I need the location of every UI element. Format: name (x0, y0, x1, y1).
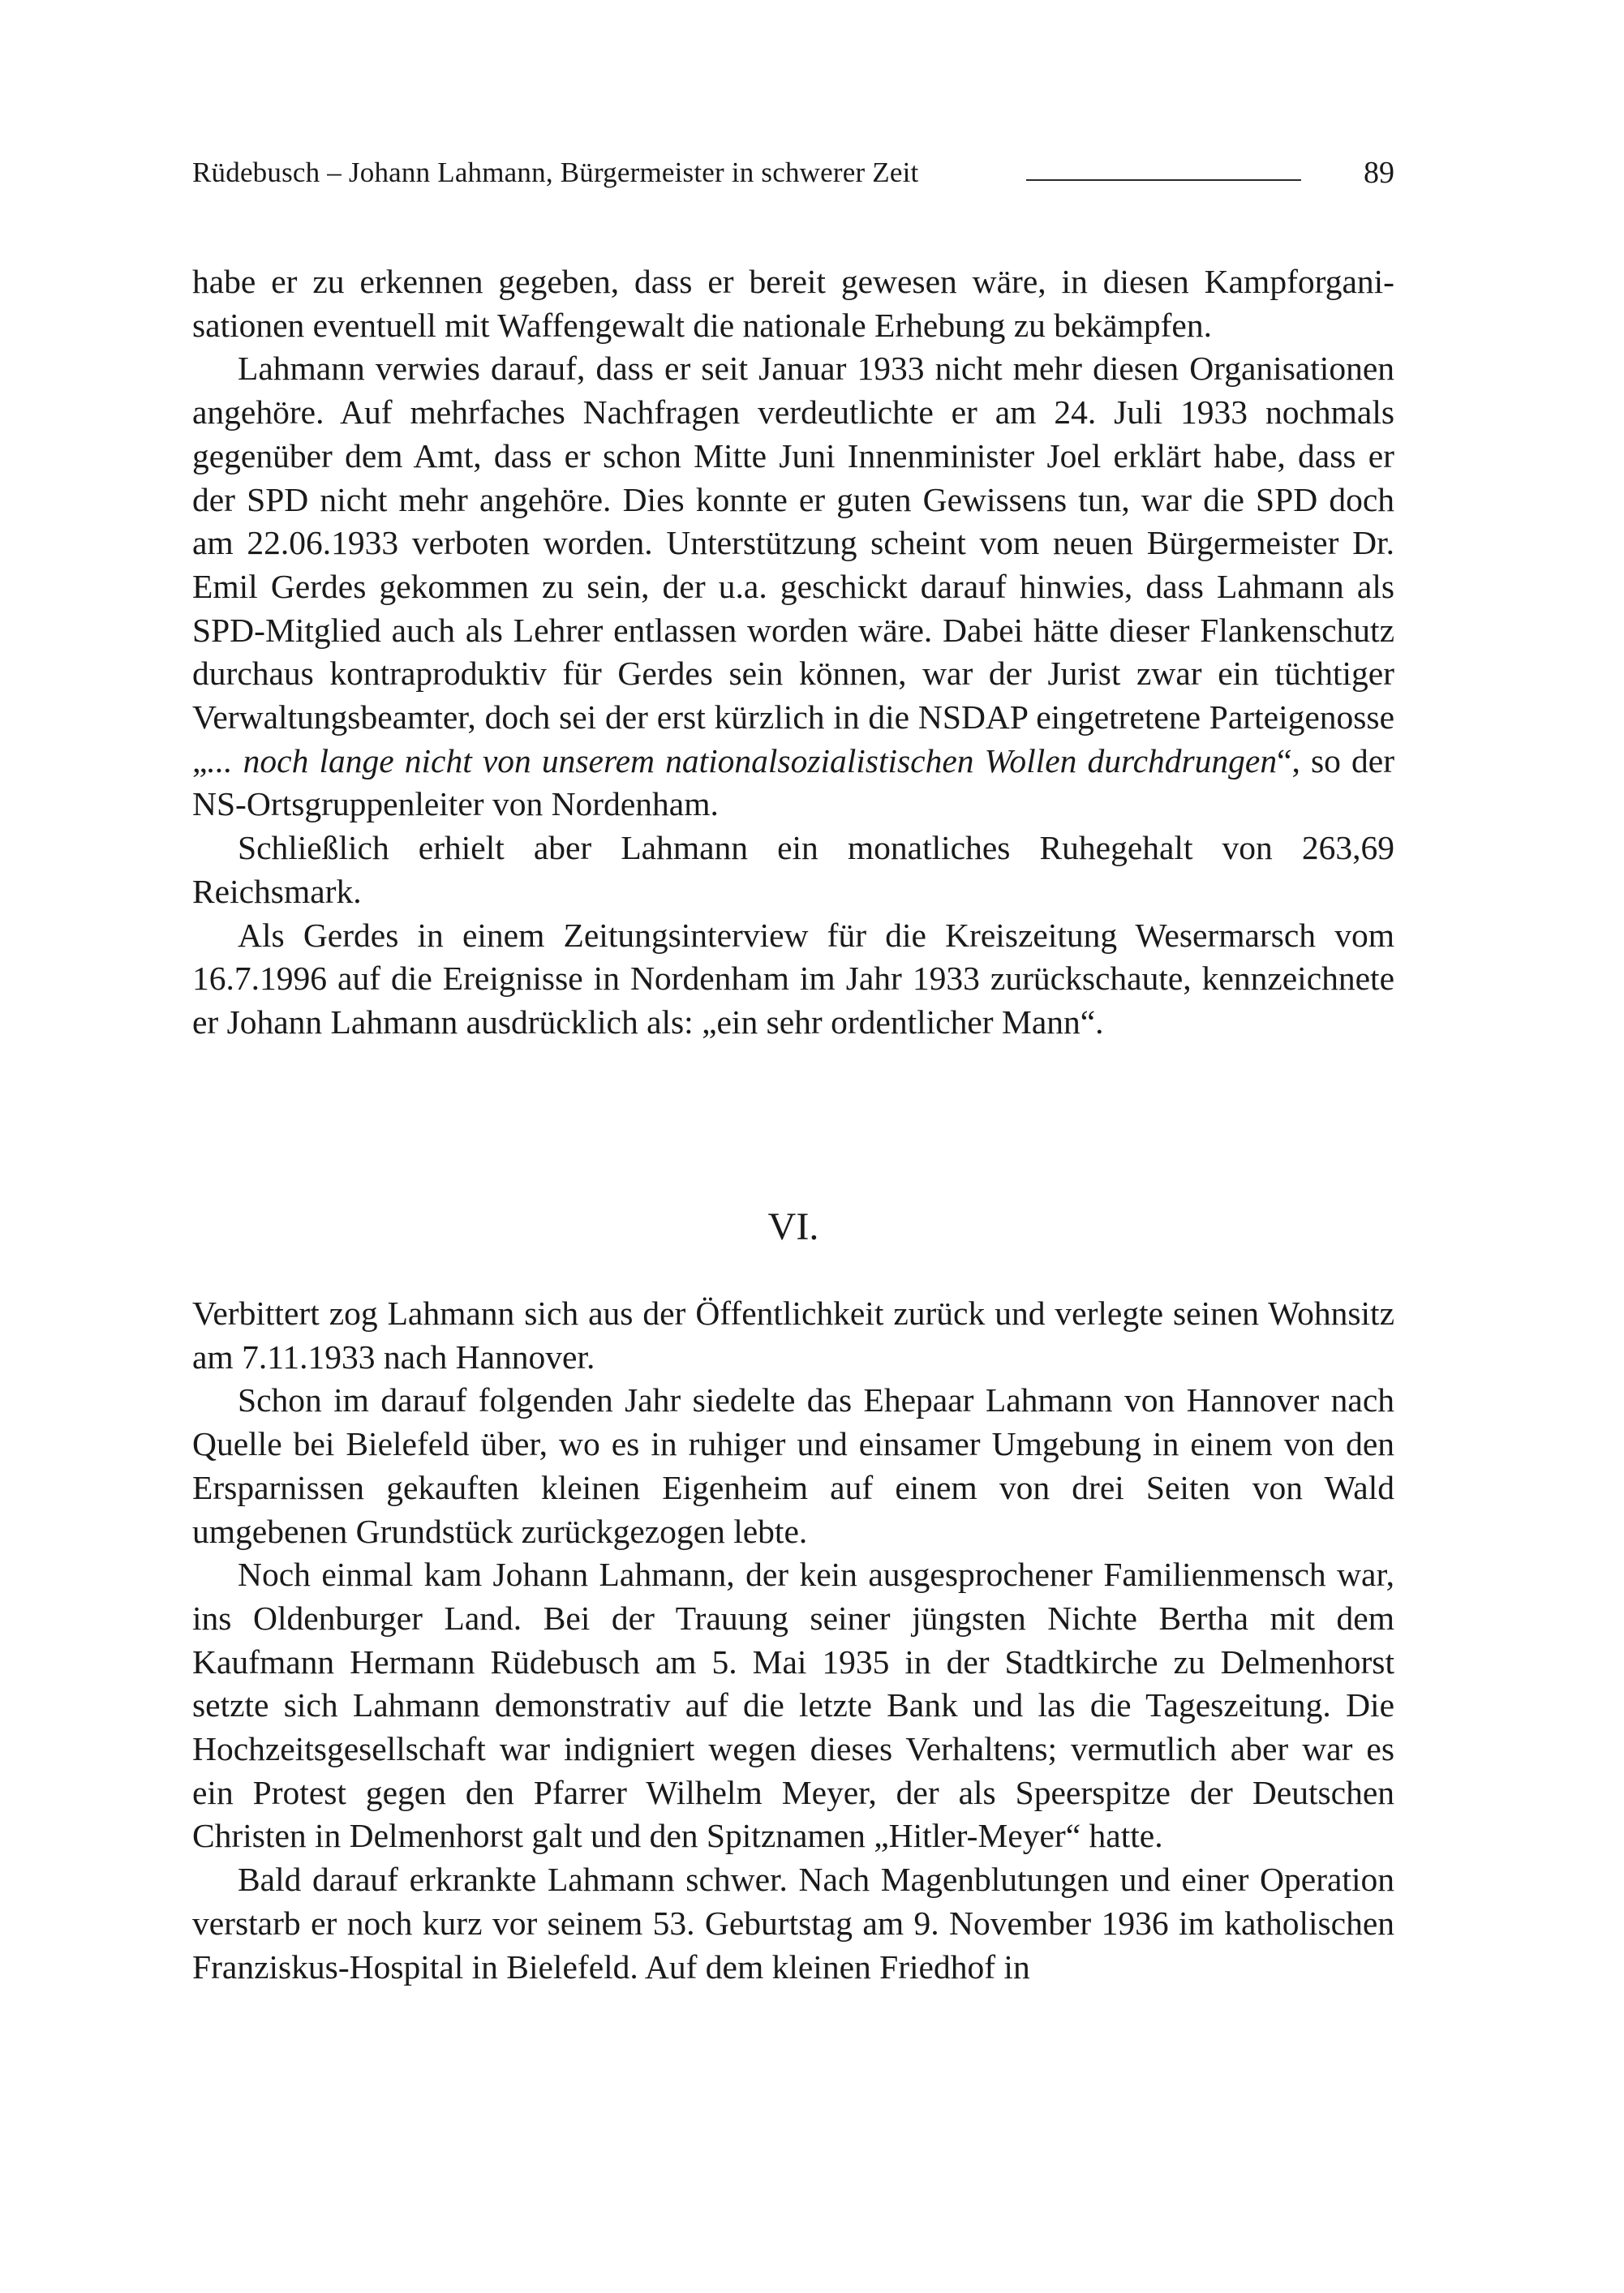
paragraph-gerdes-interview: Als Gerdes in einem Zeitungsinterview für die Kreiszeitung Wesermarsch vom 16.7.1996 auf die Ereignisse in Nordenham im Jahr 1933 zurückschaute, kennzeichnete er Johann Lahmann ausdrücklich als: „ein sehr ordentlicher Mann“. (192, 916, 1394, 1041)
running-title: Rüdebusch – Johann Lahmann, Bürgermeister in schwerer Zeit (192, 157, 919, 188)
paragraph-continued: habe er zu erkennen gegeben, dass er bereit gewesen wäre, in diesen Kampforganisationen eventuell mit Waffengewalt die nationale Erhebung zu bekämpfen. (192, 263, 1394, 344)
paragraph-trauung: Noch einmal kam Johann Lahmann, der kein ausgesprochener Familienmensch war, ins Oldenburger Land. Bei der Trauung seiner jüngsten Nichte Bertha mit dem Kaufmann Hermann Rüdebusch am 5. Mai 1935 in der Stadtkirche zu Delmenhorst setzte sich Lahmann demonstrativ auf die letzte Bank und las die Tageszeitung. Die Hochzeitsgesellschaft war indigniert wegen dieses Verhaltens; vermutlich aber war es ein Protest gegen den Pfarrer Wilhelm Meyer, der als Speerspitze der Deutschen Christen in Delmenhorst galt und den Spitznamen „Hitler-Meyer“ hatte. (192, 1556, 1394, 1855)
paragraph-quelle: Schon im darauf folgenden Jahr siedelte das Ehepaar Lahmann von Hannover nach Quelle bei Bielefeld über, wo es in ruhiger und einsamer Umgebung in einem von den Ersparnissen gekauften kleinen Eigenheim auf einem von drei Seiten von Wald umgebenen Grundstück zurückgezogen lebte. (192, 1381, 1394, 1550)
text-block-before-section (192, 260, 1394, 1045)
running-header (192, 152, 1394, 193)
text-block-section-vi (192, 1292, 1394, 1989)
page-number: 89 (1364, 156, 1394, 190)
paragraph-text-tail: “, so der NS-Ortsgruppenleiter von Nordenham. (192, 741, 1395, 823)
paragraph-erkrankung: Bald darauf erkrankte Lahmann schwer. Nach Magenblutungen und einer Operation verstarb er noch kurz vor seinem 53. Geburtstag am 9. November 1936 im katholischen Franziskus-Hospital in Bielefeld. Auf dem kleinen Friedhof in (192, 1861, 1394, 1986)
quotation-italic: ... noch lange nicht von unserem nationalsozialistischen Wollen durchdrungen (207, 741, 1278, 779)
paragraph-ruhegehalt: Schließlich erhielt aber Lahmann ein monatliches Ruhegehalt von 263,69 Reichsmark. (192, 829, 1394, 910)
section-heading: VI. (767, 1205, 819, 1248)
header-rule (1026, 179, 1301, 181)
paragraph-lahmann-verwies (192, 347, 1394, 827)
paragraph-verbittert: Verbittert zog Lahmann sich aus der Öffentlichkeit zurück und verlegte seinen Wohnsitz am 7.11.1933 nach Hannover. (192, 1295, 1394, 1376)
paragraph-text: Lahmann verwies darauf, dass er seit Januar 1933 nicht mehr diesen Organisationen angehöre. Auf mehrfaches Nachfragen verdeutlichte er am 24. Juli 1933 nochmals gegenüber dem Amt, dass er schon Mitte Juni Innenminister Joel erklärt habe, dass er der SPD nicht mehr angehöre. Dies konnte er guten Gewissens tun, war die SPD doch am 22.06.1933 verboten worden. Unterstützung scheint vom neuen Bürgermeister Dr. Emil Gerdes gekommen zu sein, der u.a. geschickt darauf hinwies, dass Lahmann als SPD-Mitglied auch als Lehrer entlassen worden wäre. Dabei hätte dieser Flankenschutz durchaus kontraproduktiv für Gerdes sein können, war der Jurist zwar ein tüchtiger Verwaltungsbeamter, doch sei der erst kürzlich in die NSDAP eingetretene Parteigenosse „ (192, 350, 1394, 779)
